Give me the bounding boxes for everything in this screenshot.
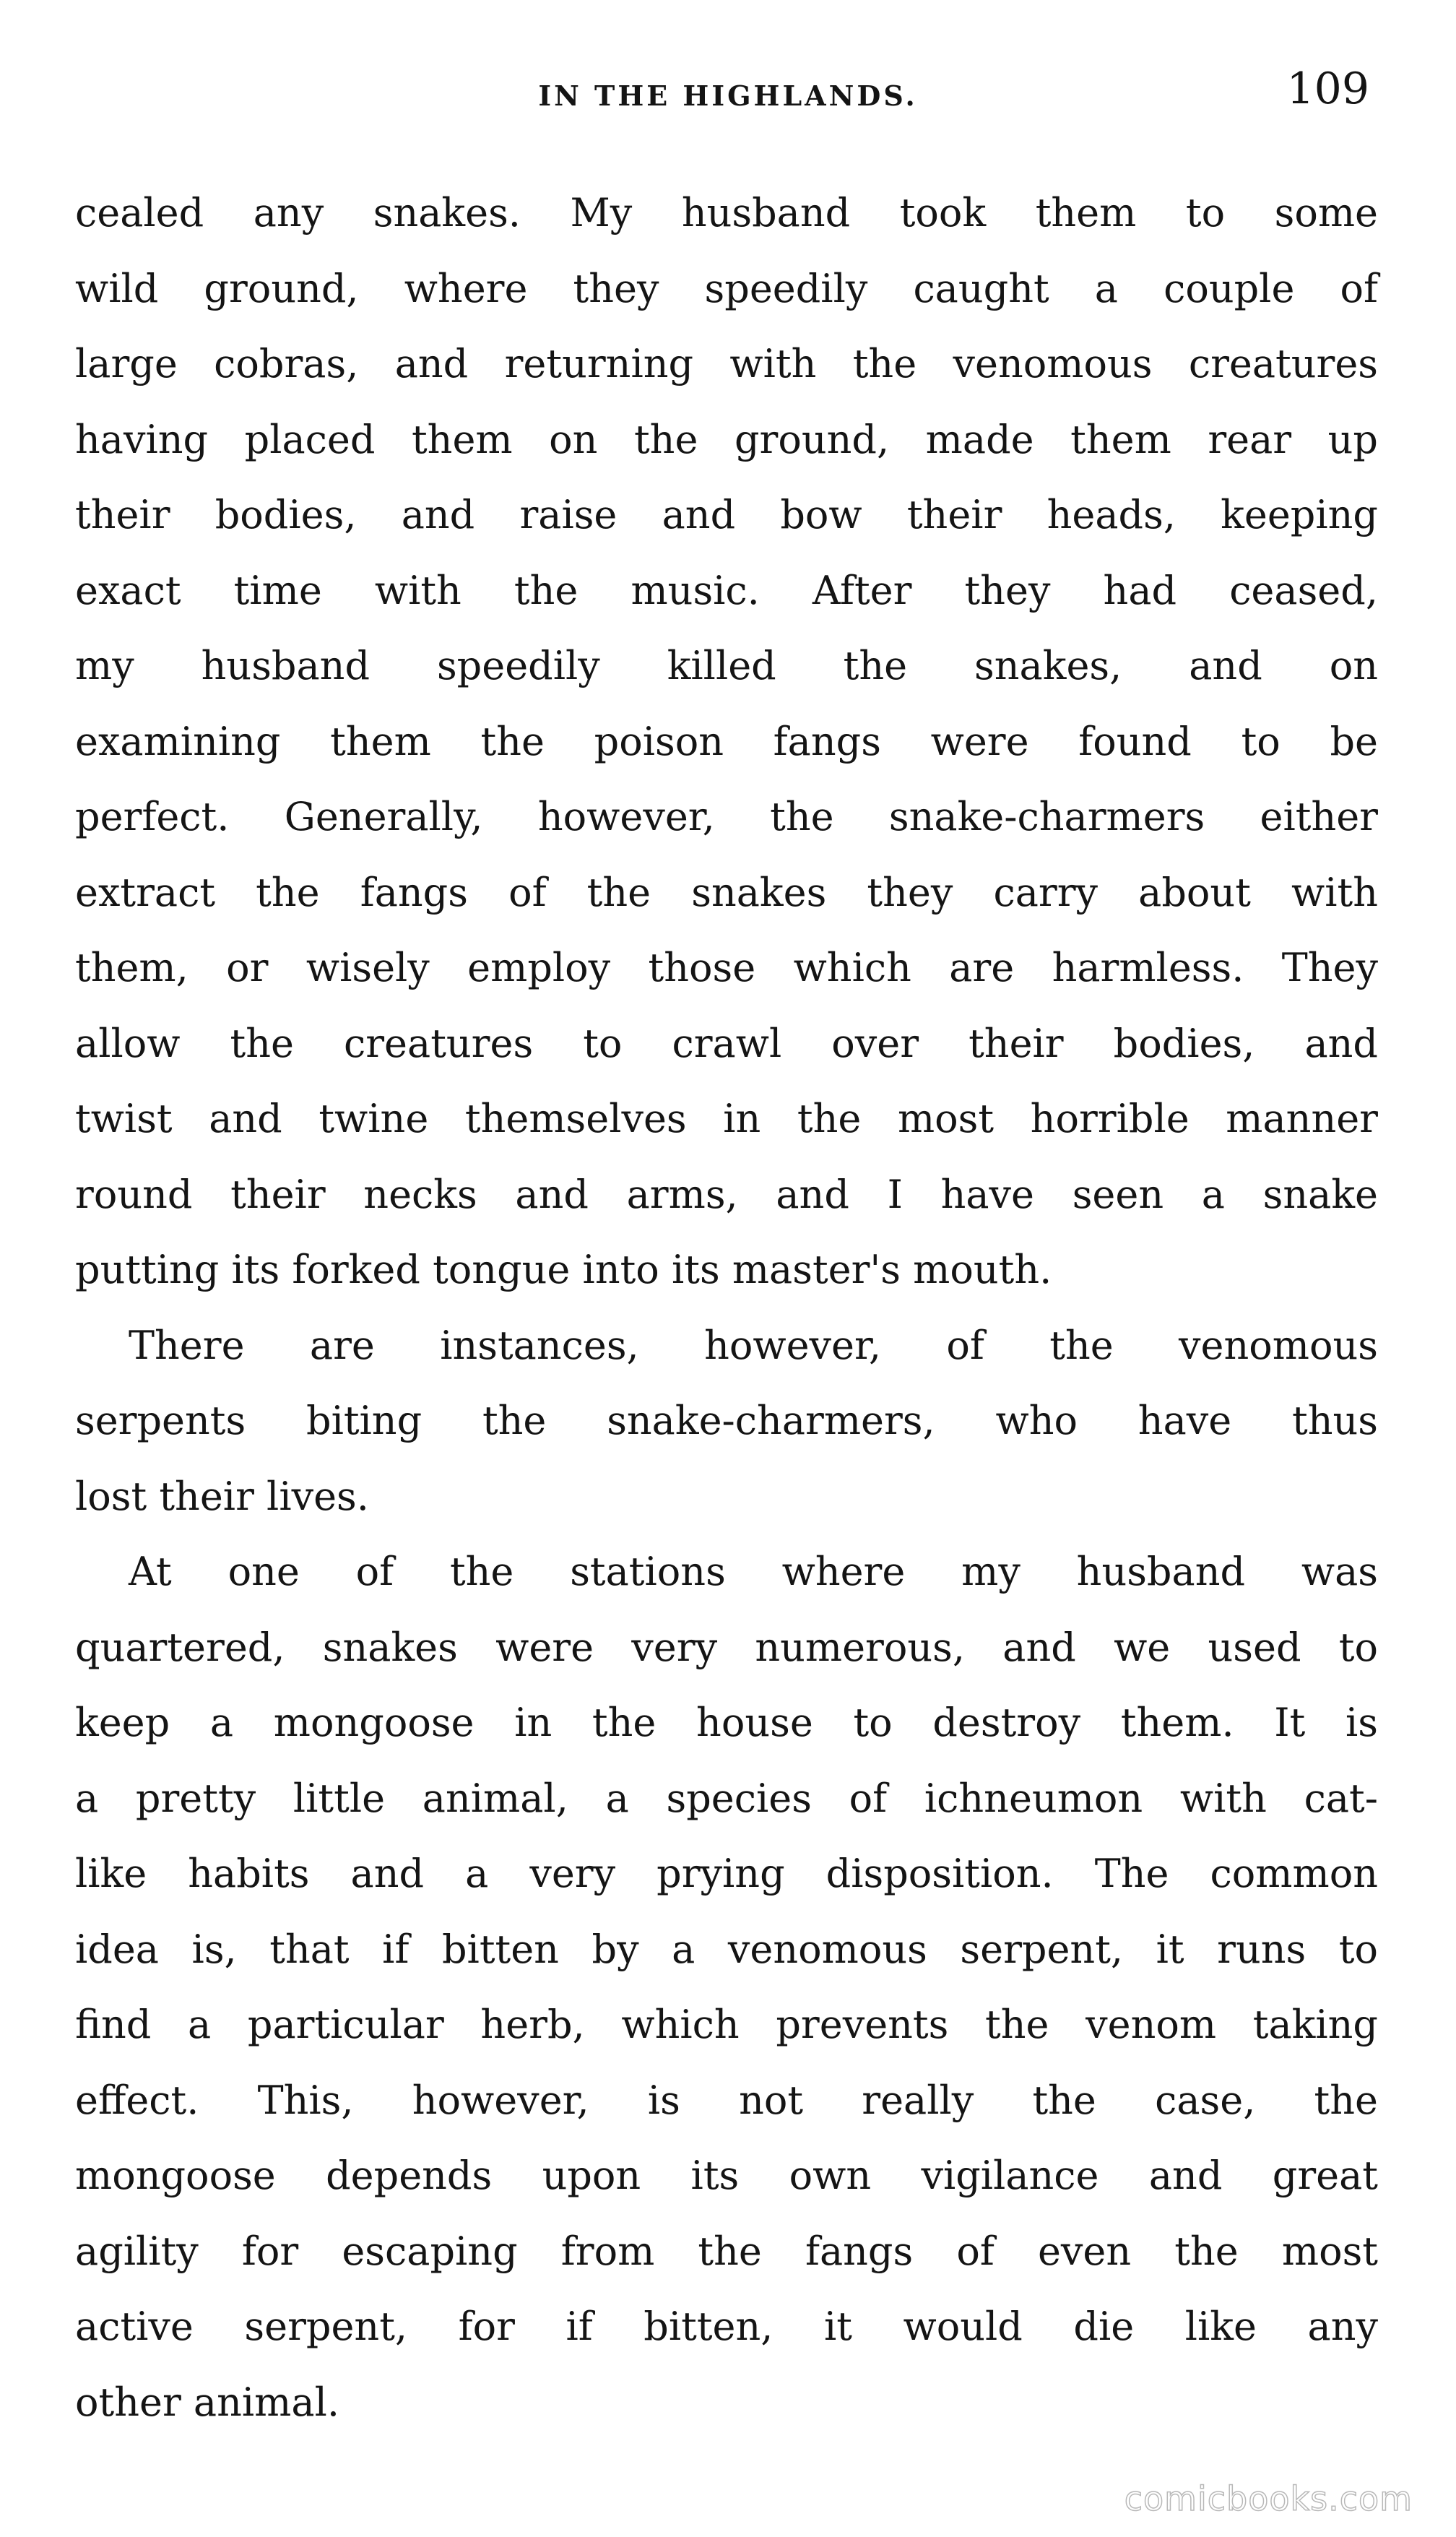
text-line: serpents biting the snake-charmers, who have thus — [75, 1398, 1378, 1443]
text-line: extract the fangs of the snakes they carry about with — [75, 869, 1378, 915]
text-line: allow the creatures to crawl over their bodies, and — [75, 1020, 1378, 1066]
text-line: their bodies, and raise and bow their heads, keeping — [75, 492, 1378, 537]
paragraph-first-line: There are instances, however, of the venomous — [129, 1322, 1378, 1368]
text-line: find a particular herb, which prevents the venom taking — [75, 2002, 1378, 2047]
text-line: cealed any snakes. My husband took them to some — [75, 190, 1378, 235]
text-line: other animal. — [75, 2379, 340, 2425]
text-line: my husband speedily killed the snakes, and on — [75, 643, 1378, 688]
paragraph-first-line: At one of the stations where my husband was — [129, 1549, 1378, 1594]
text-line: twist and twine themselves in the most horrible manner — [75, 1096, 1378, 1141]
text-line: idea is, that if bitten by a venomous serpent, it runs to — [75, 1926, 1378, 1972]
page-header — [0, 64, 1456, 129]
text-line: exact time with the music. After they had ceased, — [75, 567, 1378, 613]
text-line: large cobras, and returning with the venomous creatures — [75, 341, 1378, 386]
text-line: keep a mongoose in the house to destroy them. It is — [75, 1700, 1378, 1745]
text-line: having placed them on the ground, made them rear up — [75, 416, 1378, 462]
text-line: a pretty little animal, a species of ichneumon with cat- — [75, 1775, 1378, 1821]
running-head: IN THE HIGHLANDS. — [538, 79, 918, 112]
text-line: examining them the poison fangs were found to be — [75, 718, 1378, 764]
text-line: wild ground, where they speedily caught a couple of — [75, 265, 1378, 311]
text-line: putting its forked tongue into its master's mouth. — [75, 1247, 1052, 1292]
text-line: effect. This, however, is not really the case, the — [75, 2077, 1378, 2123]
text-line: lost their lives. — [75, 1473, 369, 1519]
text-line: round their necks and arms, and I have seen a snake — [75, 1171, 1378, 1217]
watermark: comicbooks.com — [1124, 2479, 1413, 2518]
text-line: quartered, snakes were very numerous, and we used to — [75, 1624, 1378, 1670]
text-line: them, or wisely employ those which are harmless. They — [75, 945, 1378, 990]
page-number: 109 — [1286, 64, 1369, 114]
text-line: perfect. Generally, however, the snake-charmers either — [75, 794, 1378, 839]
text-line: agility for escaping from the fangs of even the most — [75, 2228, 1378, 2274]
text-line: like habits and a very prying disposition. The common — [75, 1851, 1378, 1896]
body-text — [75, 176, 1378, 2440]
text-line: active serpent, for if bitten, it would die like any — [75, 2304, 1378, 2349]
text-line: mongoose depends upon its own vigilance and great — [75, 2153, 1378, 2198]
